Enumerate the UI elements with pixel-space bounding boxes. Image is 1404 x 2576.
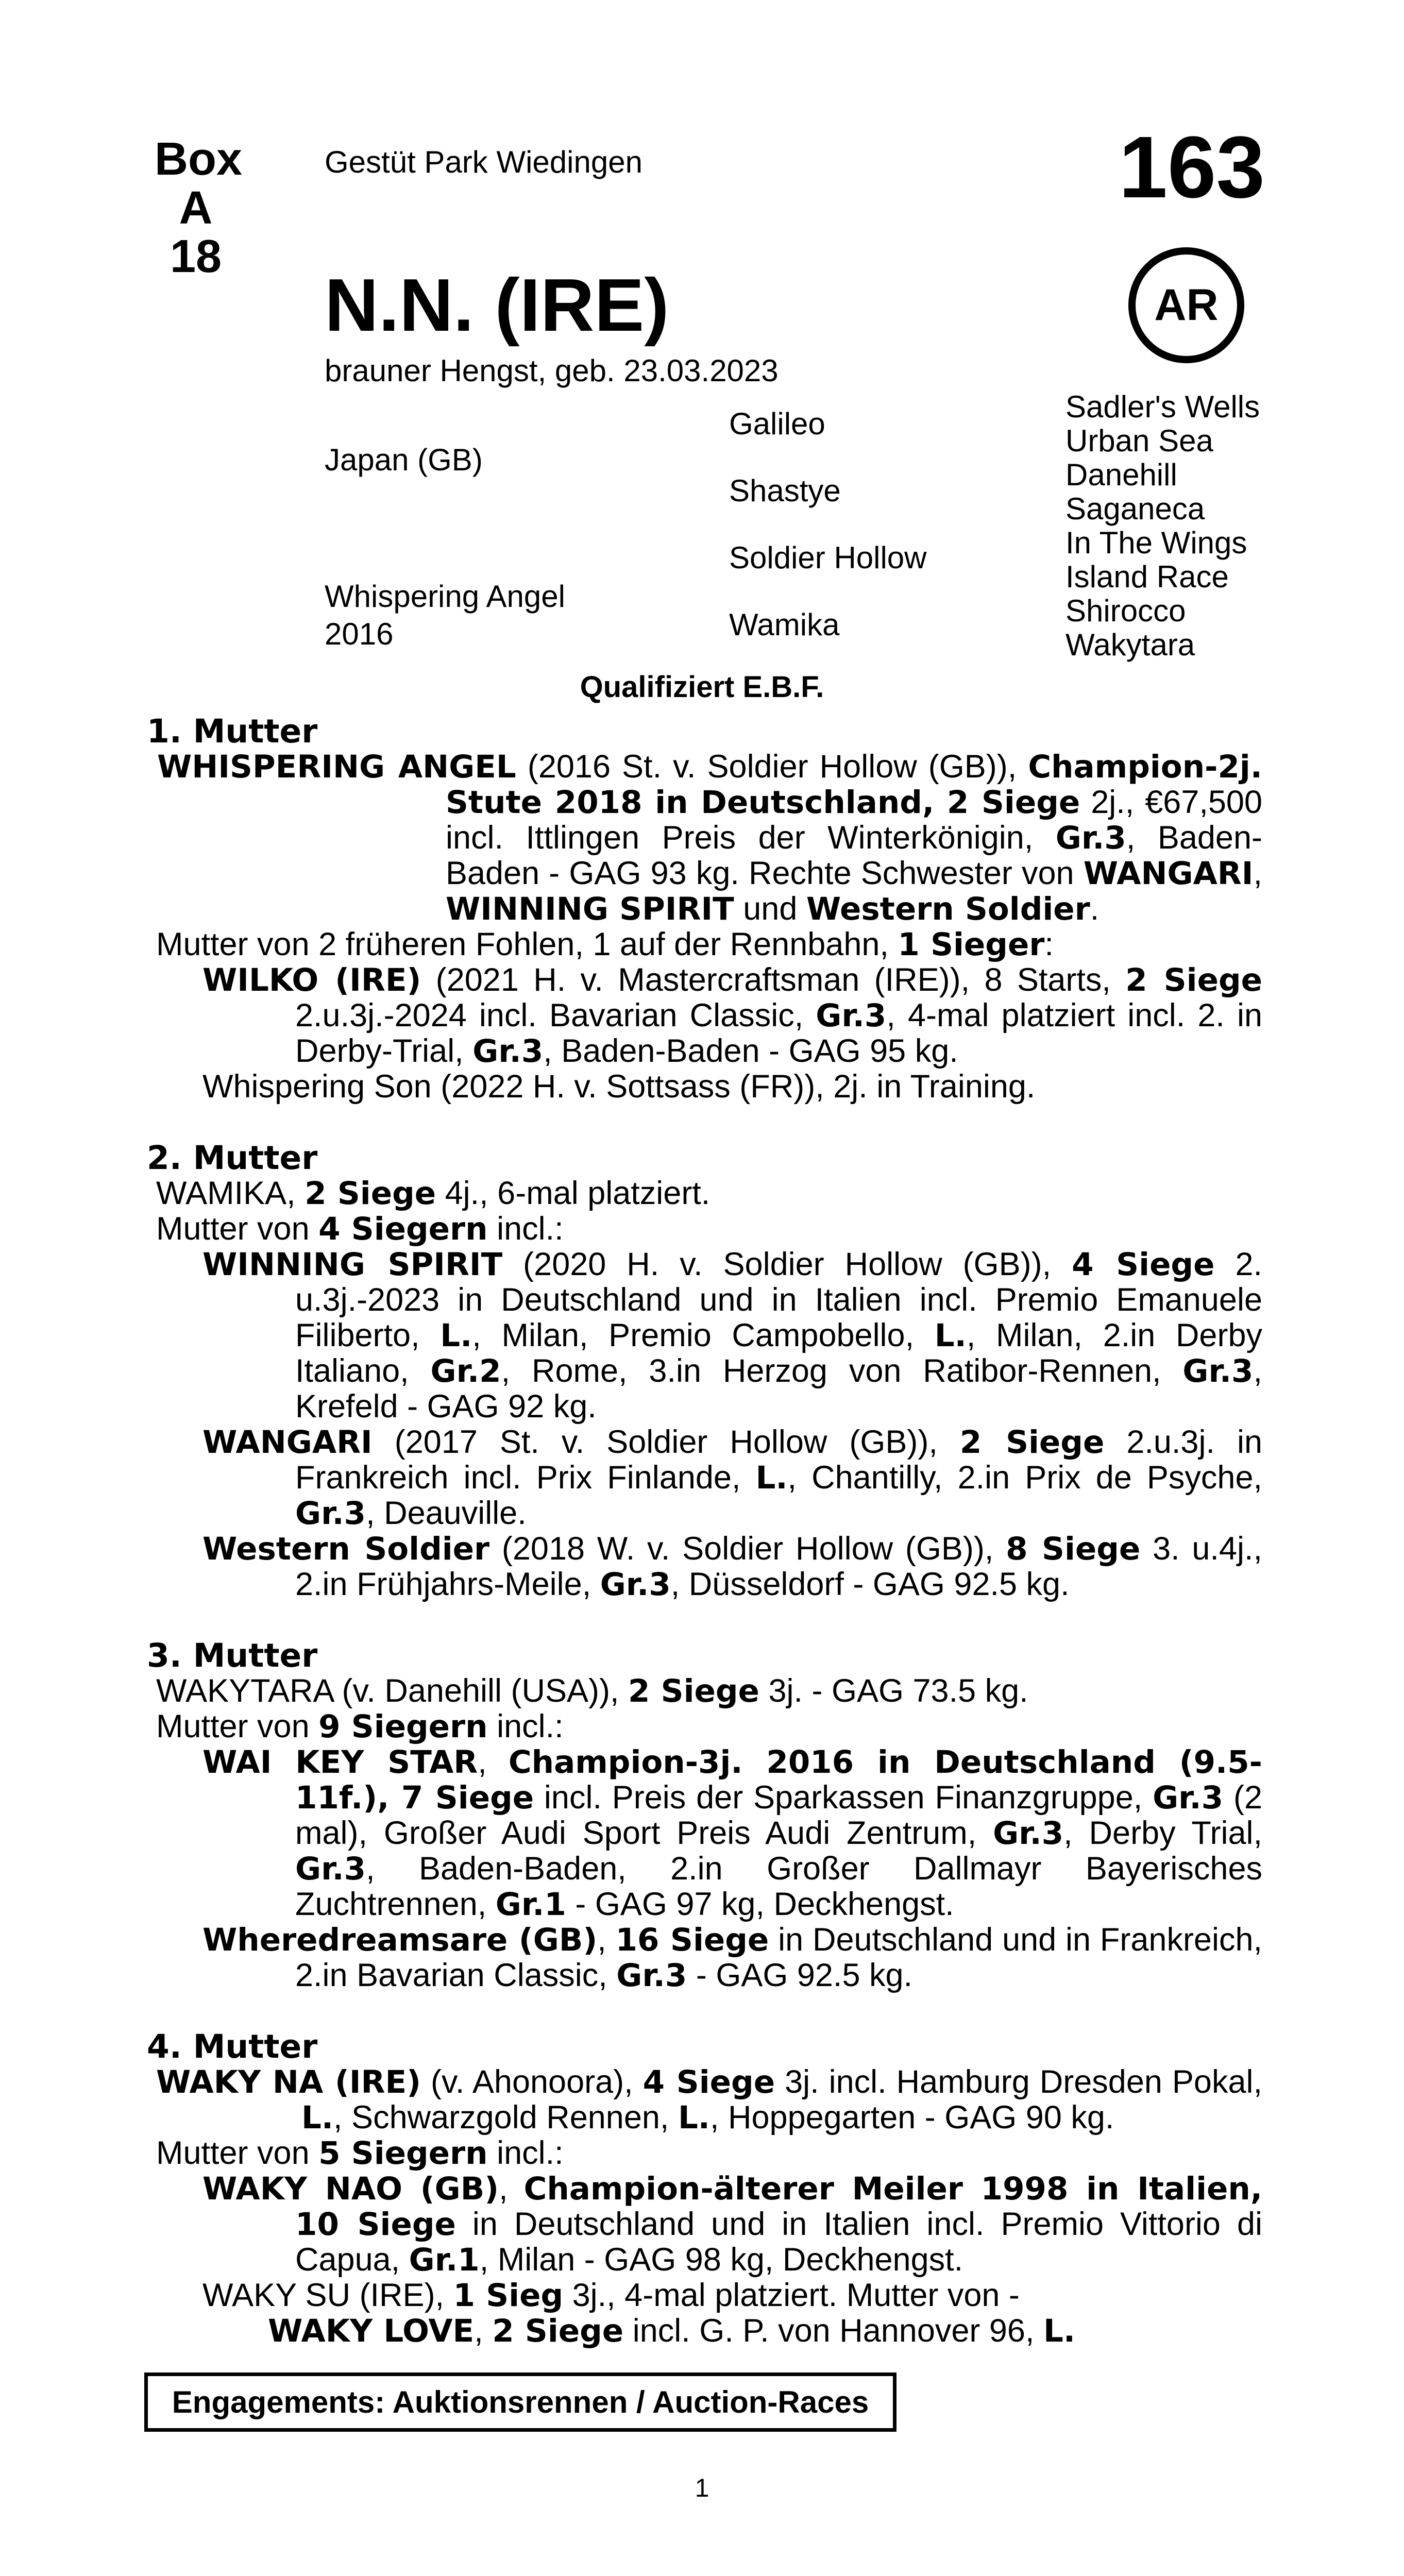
box-block bbox=[155, 133, 243, 282]
produce-summary: Mutter von 5 Siegern incl.: bbox=[156, 2135, 564, 2172]
dam-record: WAKYTARA (v. Danehill (USA)), 2 Siege 3j. - GAG 73.5 kg. bbox=[156, 1673, 1028, 1709]
box-label: Box bbox=[155, 133, 243, 185]
produce-item: WAKY SU (IRE), 1 Sieg 3j., 4-mal platziert. Mutter von - bbox=[202, 2277, 1020, 2314]
pedigree-dam-year: 2016 bbox=[325, 617, 394, 651]
produce-item: Western Soldier (2018 W. v. Soldier Hollow (GB)), 8 Siege 3. u.4j., 2.in Frühjahrs-Meile, Gr.3, Düsseldorf - GAG 92.5 kg. bbox=[202, 1531, 1262, 1603]
ar-badge bbox=[1128, 247, 1244, 363]
pedigree-dam-dam: Wamika bbox=[729, 607, 840, 642]
page-number: 1 bbox=[695, 2473, 709, 2502]
box-number: A 18 bbox=[170, 182, 222, 282]
produce-item: WAI KEY STAR, Champion-3j. 2016 in Deutschland (9.5-11f.), 7 Siege incl. Preis der Sparkassen Finanzgruppe, Gr.3 (2 mal), Großer Audi Sport Preis Audi Zentrum, Gr.3, Derby Trial, Gr.3, Baden-Baden, 2.in Großer Dallmayr Bayerisches Zuchtrennen, Gr.1 - GAG 97 kg, Deckhengst. bbox=[202, 1744, 1262, 1923]
section-heading: 1. Mutter bbox=[147, 713, 318, 750]
dam-line-content bbox=[147, 714, 1262, 2349]
produce-item: WAKY NAO (GB), Champion-älterer Meiler 1998 in Italien, 10 Siege in Deutschland und in Italien incl. Premio Vittorio di Capua, Gr.1, Milan - GAG 98 kg, Deckhengst. bbox=[202, 2171, 1263, 2278]
first-dam-paragraph: WHISPERING ANGEL (2016 St. v. Soldier Hollow (GB)), Champion-2j. Stute 2018 in Deutschland, 2 Siege 2j., €67,500 incl. Ittlingen Preis der Winterkönigin, Gr.3, Baden-Baden - GAG 93 kg. Rechte Schwester von WANGARI, WINNING SPIRIT und Western Soldier. bbox=[157, 749, 1262, 927]
section-heading: 4. Mutter bbox=[147, 2028, 318, 2065]
horse-name: N.N. (IRE) bbox=[325, 263, 669, 347]
lot-number: 163 bbox=[1119, 118, 1265, 216]
gen3-item: Wakytara bbox=[1065, 628, 1195, 662]
produce-item: Wheredreamsare (GB), 16 Siege in Deutschland und in Frankreich, 2.in Bavarian Classic, Gr.3 - GAG 92.5 kg. bbox=[202, 1922, 1263, 1994]
gen3-item: Island Race bbox=[1065, 560, 1229, 594]
gen3-item: In The Wings bbox=[1065, 526, 1247, 560]
qualification: Qualifiziert E.B.F. bbox=[580, 670, 824, 704]
dam-record: WAMIKA, 2 Siege 4j., 6-mal platziert. bbox=[156, 1175, 711, 1212]
pedigree-sire: Japan (GB) bbox=[325, 443, 483, 477]
pedigree-sire-sire: Galileo bbox=[729, 406, 825, 441]
ar-badge-label: AR bbox=[1154, 280, 1219, 330]
engagements-box bbox=[144, 2372, 896, 2432]
produce-summary: Mutter von 4 Siegern incl.: bbox=[156, 1211, 564, 1247]
produce-item: WILKO (IRE) (2021 H. v. Mastercraftsman (IRE)), 8 Starts, 2 Siege 2.u.3j.-2024 incl. Bavarian Classic, Gr.3, 4-mal platziert incl. 2. in Derby-Trial, Gr.3, Baden-Baden - GAG 95 kg. bbox=[202, 962, 1262, 1070]
produce-item: WANGARI (2017 St. v. Soldier Hollow (GB)), 2 Siege 2.u.3j. in Frankreich incl. Prix Finlande, L., Chantilly, 2.in Prix de Psyche, Gr.3, Deauville. bbox=[202, 1424, 1262, 1532]
gen3-item: Shirocco bbox=[1065, 594, 1186, 628]
produce-item: Whispering Son (2022 H. v. Sottsass (FR)), 2j. in Training. bbox=[202, 1069, 1036, 1105]
pedigree-sire-dam: Shastye bbox=[729, 473, 841, 508]
section-heading: 2. Mutter bbox=[147, 1139, 318, 1177]
section-heading: 3. Mutter bbox=[147, 1637, 318, 1674]
horse-description: brauner Hengst, geb. 23.03.2023 bbox=[325, 353, 779, 388]
produce-summary: Mutter von 9 Siegern incl.: bbox=[156, 1708, 564, 1745]
gen3-item: Saganeca bbox=[1065, 492, 1205, 526]
pedigree-gen3 bbox=[1065, 390, 1260, 662]
produce-item: WINNING SPIRIT (2020 H. v. Soldier Hollow (GB)), 4 Siege 2. u.3j.-2023 in Deutschland und in Italien incl. Premio Emanuele Filiberto, L., Milan, Premio Campobello, L., Milan, 2.in Derby Italiano, Gr.2, Rome, 3.in Herzog von Ratibor-Rennen, Gr.3, Krefeld - GAG 92 kg. bbox=[202, 1246, 1262, 1425]
produce-item: WAKY LOVE, 2 Siege incl. G. P. von Hannover 96, L. bbox=[268, 2313, 1076, 2349]
pedigree-dam-sire: Soldier Hollow bbox=[729, 540, 927, 575]
produce-summary: Mutter von 2 früheren Fohlen, 1 auf der Rennbahn, 1 Sieger: bbox=[156, 926, 1054, 963]
pedigree-dam: Whispering Angel bbox=[325, 579, 565, 614]
breeder: Gestüt Park Wiedingen bbox=[325, 145, 642, 179]
dam-record: WAKY NA (IRE) (v. Ahonoora), 4 Siege 3j. incl. Hamburg Dresden Pokal, L., Schwarzgold Rennen, L., Hoppegarten - GAG 90 kg. bbox=[156, 2064, 1263, 2136]
gen3-item: Sadler's Wells bbox=[1065, 389, 1260, 424]
engagements-text: Engagements: Auktionsrennen / Auction-Races bbox=[172, 2385, 869, 2419]
gen3-item: Urban Sea bbox=[1065, 423, 1213, 458]
gen3-item: Danehill bbox=[1065, 457, 1177, 492]
